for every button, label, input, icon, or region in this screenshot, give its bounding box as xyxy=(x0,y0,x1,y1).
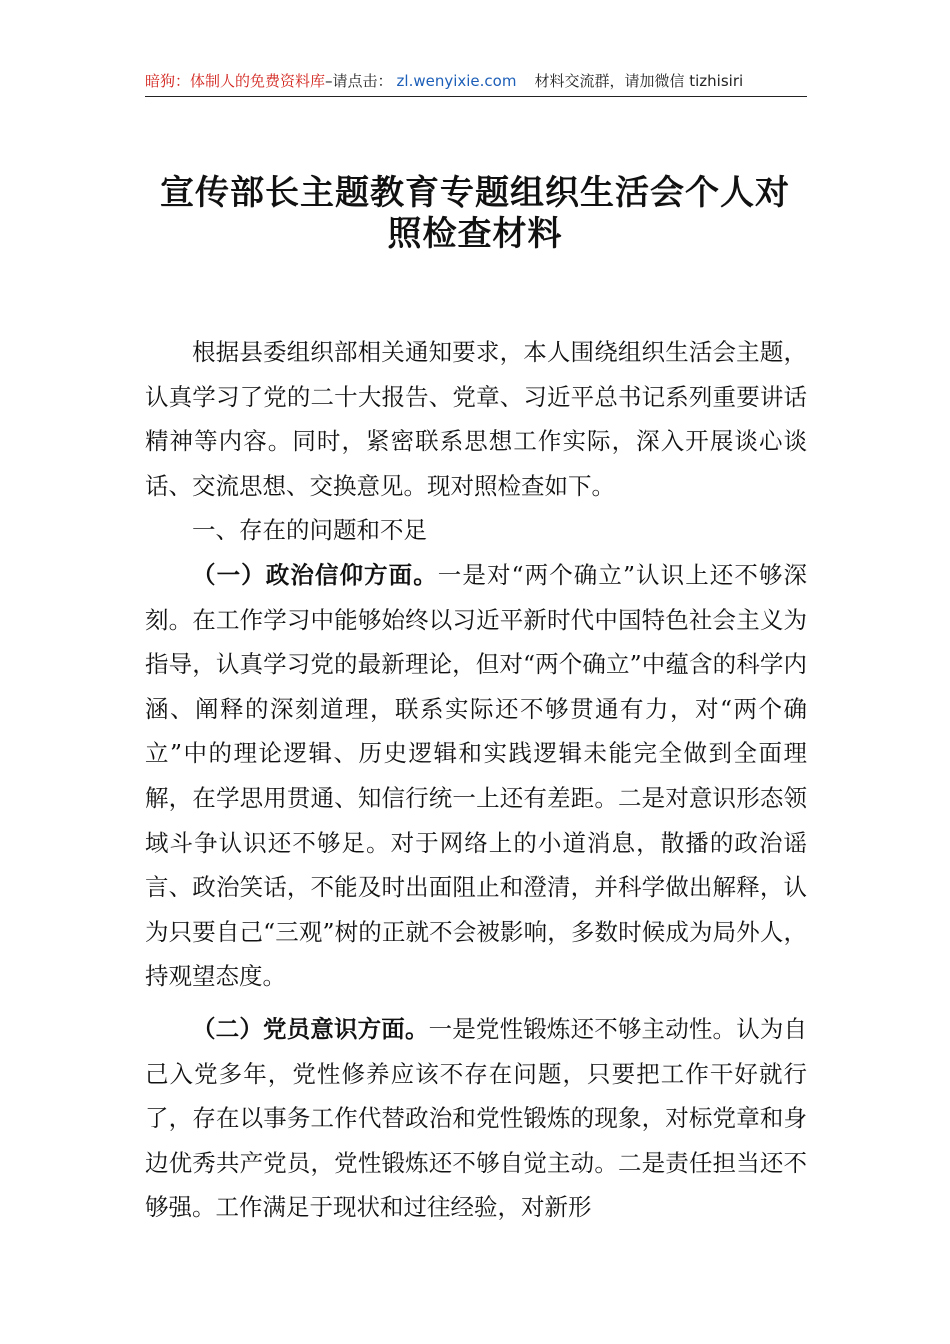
section-heading: 一、存在的问题和不足 xyxy=(192,516,427,545)
document-title-line-2: 照检查材料 xyxy=(387,214,563,254)
intro-paragraph: 根据县委组织部相关通知要求，本人围绕组织生活会主题，认真学习了党的二十大报告、党章、习近平总书记系列重要讲话精神等内容。同时，紧密联系思想工作实际，深入开展谈心谈话、交流思想、交换意见。现对照检查如下。 xyxy=(145,338,807,500)
item-text: 一是党性锻炼还不够主动性。认为自己入党多年，党性修养应该不存在问题，只要把工作干好就行了，存在以事务工作代替政治和党性锻炼的现象，对标党章和身边优秀共产党员，党性锻炼还不够自觉主动。二是责任担当还不够强。工作满足于现状和过往经验，对新形 xyxy=(145,1014,808,1222)
item-paragraph xyxy=(145,553,807,999)
item-heading: （二）党员意识方面。 xyxy=(192,1014,429,1043)
header-link[interactable]: zl.wenyixie.com xyxy=(396,72,517,90)
item-heading: （一）政治信仰方面。 xyxy=(192,560,438,589)
header-site-name: 暗狗：体制人的免费资料库 xyxy=(145,72,326,90)
header-click-prompt: –请点击： xyxy=(325,72,393,90)
document-title-line-1: 宣传部长主题教育专题组织生活会个人对 xyxy=(160,173,790,213)
item-text: 一是对“两个确立”认识上还不够深刻。在工作学习中能够始终以习近平新时代中国特色社会主义为指导，认真学习党的最新理论，但对“两个确立”中蕴含的科学内涵、阐释的深刻道理，联系实际还不够贯通有力，对“两个确立”中的理论逻辑、历史逻辑和实践逻辑未能完全做到全面理解，在学思用贯通、知信行统一上还有差距。二是对意识形态领域斗争认识还不够足。对于网络上的小道消息，散播的政治谣言、政治笑话，不能及时出面阻止和澄清，并科学做出解释，认为只要自己“三观”树的正就不会被影响，多数时候成为局外人，持观望态度。 xyxy=(145,560,808,991)
page-header xyxy=(145,66,807,97)
document-body xyxy=(145,330,807,1230)
item-paragraph xyxy=(145,1007,807,1230)
header-contact: 材料交流群，请加微信 tizhisiri xyxy=(534,72,744,90)
